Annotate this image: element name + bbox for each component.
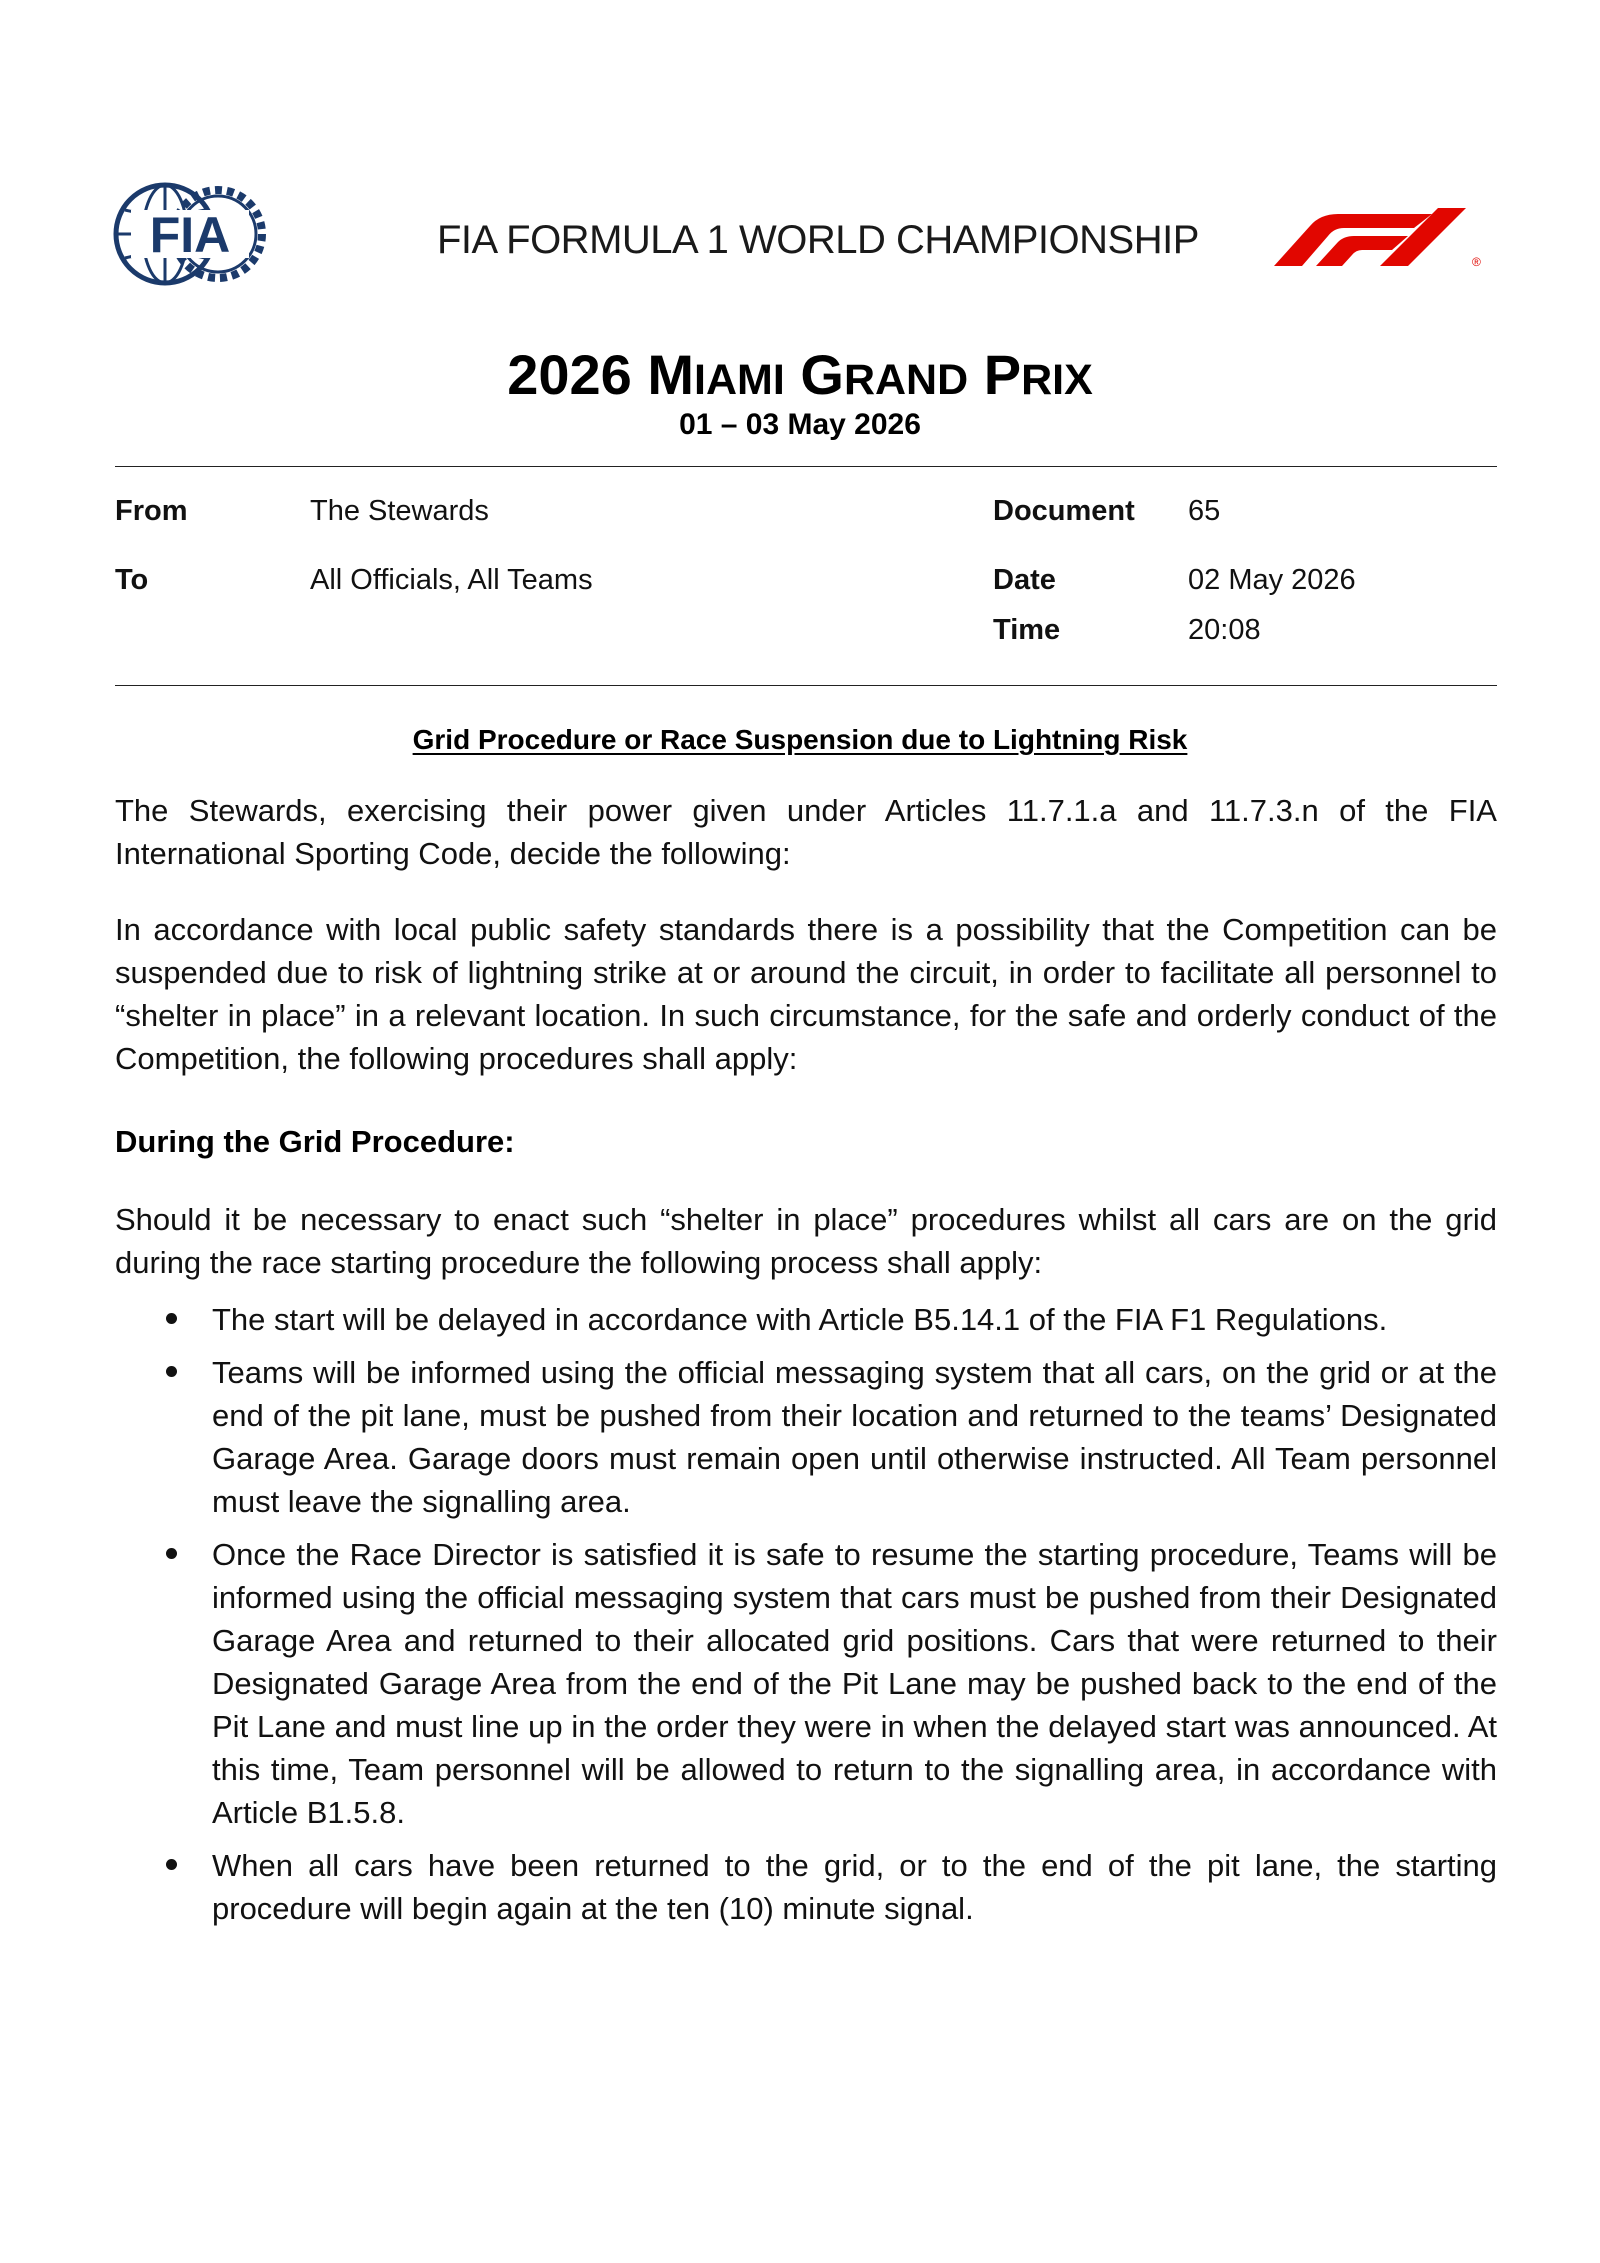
divider-bottom	[115, 685, 1497, 686]
grid-procedure-intro: Should it be necessary to enact such “shelter in place” procedures whilst all cars are on the grid during the race starting procedure the following process shall apply:	[115, 1202, 1497, 1280]
event-name-grand: GRAND	[800, 343, 969, 406]
procedure-list	[115, 1298, 1497, 1940]
list-item-text: Teams will be informed using the official messaging system that all cars, on the grid or at the end of the pit lane, must be pushed from their location and returned to the teams’ Designated Garage Area. Garage doors must remain open until otherwise instructed. All Team personnel must leave the signalling area.	[212, 1355, 1497, 1519]
f1-logo-icon	[1272, 206, 1498, 268]
bullet-icon	[166, 1859, 177, 1870]
championship-title: FIA FORMULA 1 WORLD CHAMPIONSHIP	[437, 218, 1199, 262]
date-label: Date	[993, 564, 1056, 596]
to-value: All Officials, All Teams	[310, 564, 593, 596]
event-name-miami: MIAMI	[647, 343, 785, 406]
from-value: The Stewards	[310, 495, 489, 527]
fia-logo-icon	[113, 180, 271, 288]
event-dates: 01 – 03 May 2026	[679, 408, 921, 441]
time-label: Time	[993, 614, 1061, 646]
document-subject: Grid Procedure or Race Suspension due to Lightning Risk	[412, 724, 1188, 755]
list-item-text: Once the Race Director is satisfied it is safe to resume the starting procedure, Teams will be informed using the official messaging system that cars must be pushed from their Designated Garage Area and returned to their allocated grid positions. Cars that were returned to their Designated Garage Area from the end of the Pit Lane may be pushed back to the end of the Pit Lane and must line up in the order they were in when the delayed start was announced. At this time, Team personnel will be allowed to return to the signalling area, in accordance with Article B1.5.8.	[212, 1537, 1497, 1830]
registered-mark: ®	[1472, 255, 1481, 268]
safety-standards-paragraph: In accordance with local public safety standards there is a possibility that the Competition can be suspended due to risk of lightning strike at or around the circuit, in order to facilitate all personnel to “shelter in place” in a relevant location. In such circumstance, for the safe and orderly conduct of the Competition, the following procedures shall apply:	[115, 912, 1497, 1076]
list-item-text: The start will be delayed in accordance with Article B5.14.1 of the FIA F1 Regulations.	[212, 1302, 1388, 1337]
list-item-text: When all cars have been returned to the grid, or to the end of the pit lane, the starting procedure will begin again at the ten (10) minute signal.	[212, 1848, 1497, 1926]
divider-top	[115, 466, 1497, 467]
list-item	[115, 1533, 1497, 1834]
list-item	[115, 1298, 1497, 1341]
bullet-icon	[166, 1366, 177, 1377]
date-value: 02 May 2026	[1188, 564, 1356, 596]
to-label: To	[115, 564, 149, 596]
bullet-icon	[166, 1313, 177, 1324]
fia-logo-text: FIA	[149, 207, 231, 263]
decision-intro-paragraph: The Stewards, exercising their power given under Articles 11.7.1.a and 11.7.3.n of the FIA International Sporting Code, decide the following:	[115, 793, 1497, 871]
list-item	[115, 1844, 1497, 1930]
list-item	[115, 1351, 1497, 1523]
event-name-prix: PRIX	[983, 343, 1093, 406]
event-title	[0, 342, 1600, 407]
document-label: Document	[993, 495, 1135, 527]
bullet-icon	[166, 1548, 177, 1559]
time-value: 20:08	[1188, 614, 1261, 646]
document-value: 65	[1188, 495, 1221, 527]
event-year: 2026	[507, 343, 632, 406]
from-label: From	[115, 495, 188, 527]
grid-procedure-heading: During the Grid Procedure:	[115, 1124, 515, 1159]
